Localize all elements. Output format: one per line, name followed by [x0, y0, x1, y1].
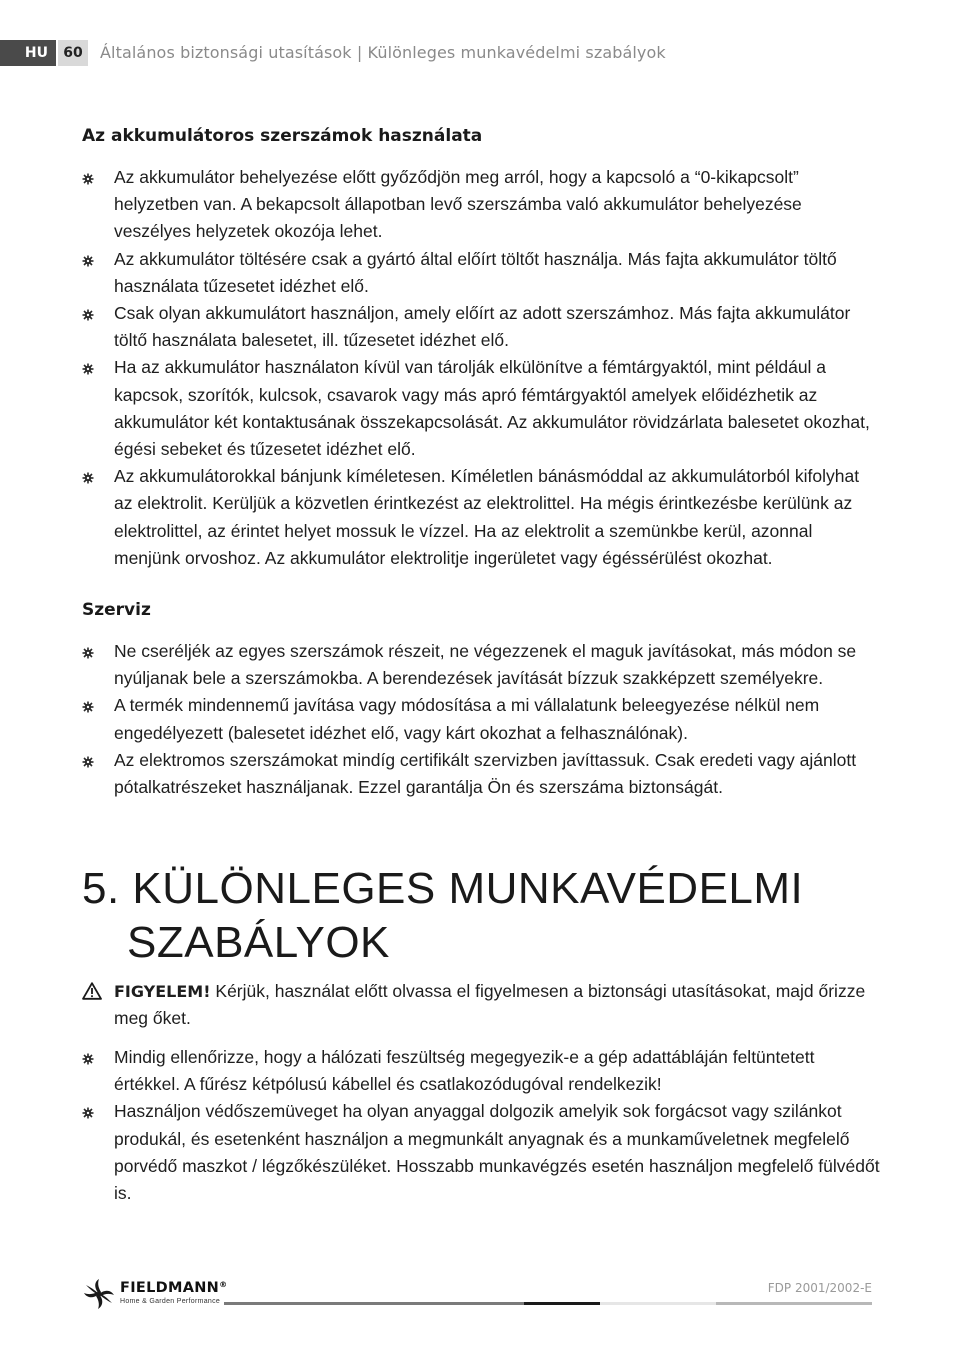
list-item [82, 1044, 882, 1098]
header-title: Általános biztonsági utasítások | Különleges munkavédelmi szabályok [100, 43, 666, 62]
brand-name: FIELDMANN® [120, 1280, 228, 1296]
model-number: FDP 2001/2002-E [767, 1281, 872, 1295]
footer-rule-segment [524, 1302, 600, 1305]
list-item-text: Az akkumulátorokkal bánjunk kíméletesen. Kíméletlen bánásmóddal az akkumulátorból kifolyhat az elektrolit. Kerüljük a közvetlen érintkezést az elektrolittel. Ha mégis érintkezésbe kerülünk az elektrolittel, az érintet helyet mossuk le vízzel. Ha az elektrolit a szemünkbe kerül, azonnal menjünk orvoshoz. Az akkumulátor elektrolitje ingerületet vagy égéssérülést okozhat. [114, 466, 860, 568]
gear-bullet-icon [82, 363, 94, 375]
list-item [82, 692, 882, 746]
fieldmann-logo [82, 1276, 228, 1312]
section-heading-battery: Az akkumulátoros szerszámok használata [82, 126, 483, 146]
footer-rule-segment [224, 1302, 524, 1305]
gear-bullet-icon [82, 173, 94, 185]
footer-rule-segment [716, 1302, 872, 1305]
gear-bullet-icon [82, 472, 94, 484]
footer-rule-segment [600, 1302, 716, 1305]
service-list [82, 638, 882, 801]
warning-text: Kérjük, használat előtt olvassa el figyelmesen a biztonsági utasításokat, majd őrizze meg őket. [114, 981, 866, 1029]
gear-bullet-icon [82, 647, 94, 659]
list-item [82, 246, 882, 300]
list-item-text: Mindig ellenőrizze, hogy a hálózati feszültség megegyezik-e a gép adattábláján feltüntetett értékkel. A fűrész kétpólusú kábellel és csatlakozódugóval rendelkezik! [114, 1047, 815, 1095]
list-item [82, 300, 882, 354]
warning-label: FIGYELEM! [114, 982, 211, 1001]
list-item [82, 747, 882, 801]
language-badge: HU [0, 40, 56, 66]
page-header [0, 40, 954, 66]
list-item-text: Az elektromos szerszámokat mindíg certifikált szervizben javíttassuk. Csak eredeti vagy ajánlott pótalkatrészeket használjanak. Ezzel garantálja Ön és szerszáma biztonságát. [114, 749, 857, 798]
list-item-text: Az akkumulátor töltésére csak a gyártó által előírt töltőt használja. Más fajta akkumulátor töltő használata tűzesetet idézhet elő. [114, 248, 837, 296]
list-item [82, 638, 882, 692]
gear-bullet-icon [82, 255, 94, 267]
list-item [82, 354, 882, 463]
gear-bullet-icon [82, 1053, 94, 1065]
list-item-text: A termék mindennemű javítása vagy módosítása a mi vállalatunk beleegyezése nélkül nem engedélyezett (balesetet idézhet elő, vagy kárt okozhat a felhasználónak). [114, 695, 820, 743]
brand-tagline: Home & Garden Performance [120, 1298, 221, 1305]
chapter-title [82, 862, 803, 970]
list-item-text: Használjon védőszemüveget ha olyan anyaggal dolgozik amelyik sok forgácsot vagy szilánkot produkál, és esetenként használjon a megmunkált anyagnak és a munkaműveletnek megfelelő porvédő maszkot / légzőkészüléket. Hosszabb munkavégzés esetén használjon megfelelő fülvédőt is. [114, 1101, 880, 1204]
page-number: 60 [58, 40, 88, 66]
list-item-text: Csak olyan akkumulátort használjon, amely előírt az adott szerszámhoz. Más fajta akkumulátor töltő használata balesetet, ill. tűzesetet idézhet elő. [114, 303, 851, 351]
battery-list [82, 164, 882, 572]
warning-notice [82, 978, 882, 1032]
gear-bullet-icon [82, 1107, 94, 1119]
list-item [82, 164, 882, 246]
chapter-list [82, 1044, 882, 1207]
list-item-text: Ha az akkumulátor használaton kívül van tárolják elkülönítve a fémtárgyaktól, mint például a kapcsok, szorítók, kulcsok, csavarok vagy más apró fémtárgyaktól amelyek előidézhetik az akkumulátor két kontaktusának összekapcsolását. Az akkumulátor rövidzárlata balesetet okozhat, égési sebeket és tűzesetet idézhet elő. [114, 357, 870, 460]
fan-logo-icon [82, 1278, 116, 1310]
chapter-title-line2: SZABÁLYOK [127, 918, 390, 967]
section-heading-service: Szerviz [82, 600, 151, 620]
gear-bullet-icon [82, 309, 94, 321]
list-item [82, 463, 882, 572]
list-item-text: Az akkumulátor behelyezése előtt győződjön meg arról, hogy a kapcsoló a “0-kikapcsolt” helyzetben van. A bekapcsolt állapotban levő szerszámba való akkumulátor behelyezése veszélyes helyzetek okozója lehet. [114, 167, 802, 242]
warning-triangle-icon [82, 982, 102, 1000]
list-item-text: Ne cseréljék az egyes szerszámok részeit, ne végezzenek el maguk javításokat, más módon se nyúljanak bele a szerszámokba. A berendezések javítását bízzuk szakképzett személyekre. [114, 641, 857, 689]
gear-bullet-icon [82, 701, 94, 713]
chapter-title-line1: 5. KÜLÖNLEGES MUNKAVÉDELMI [82, 864, 804, 913]
gear-bullet-icon [82, 756, 94, 768]
list-item [82, 1098, 882, 1207]
